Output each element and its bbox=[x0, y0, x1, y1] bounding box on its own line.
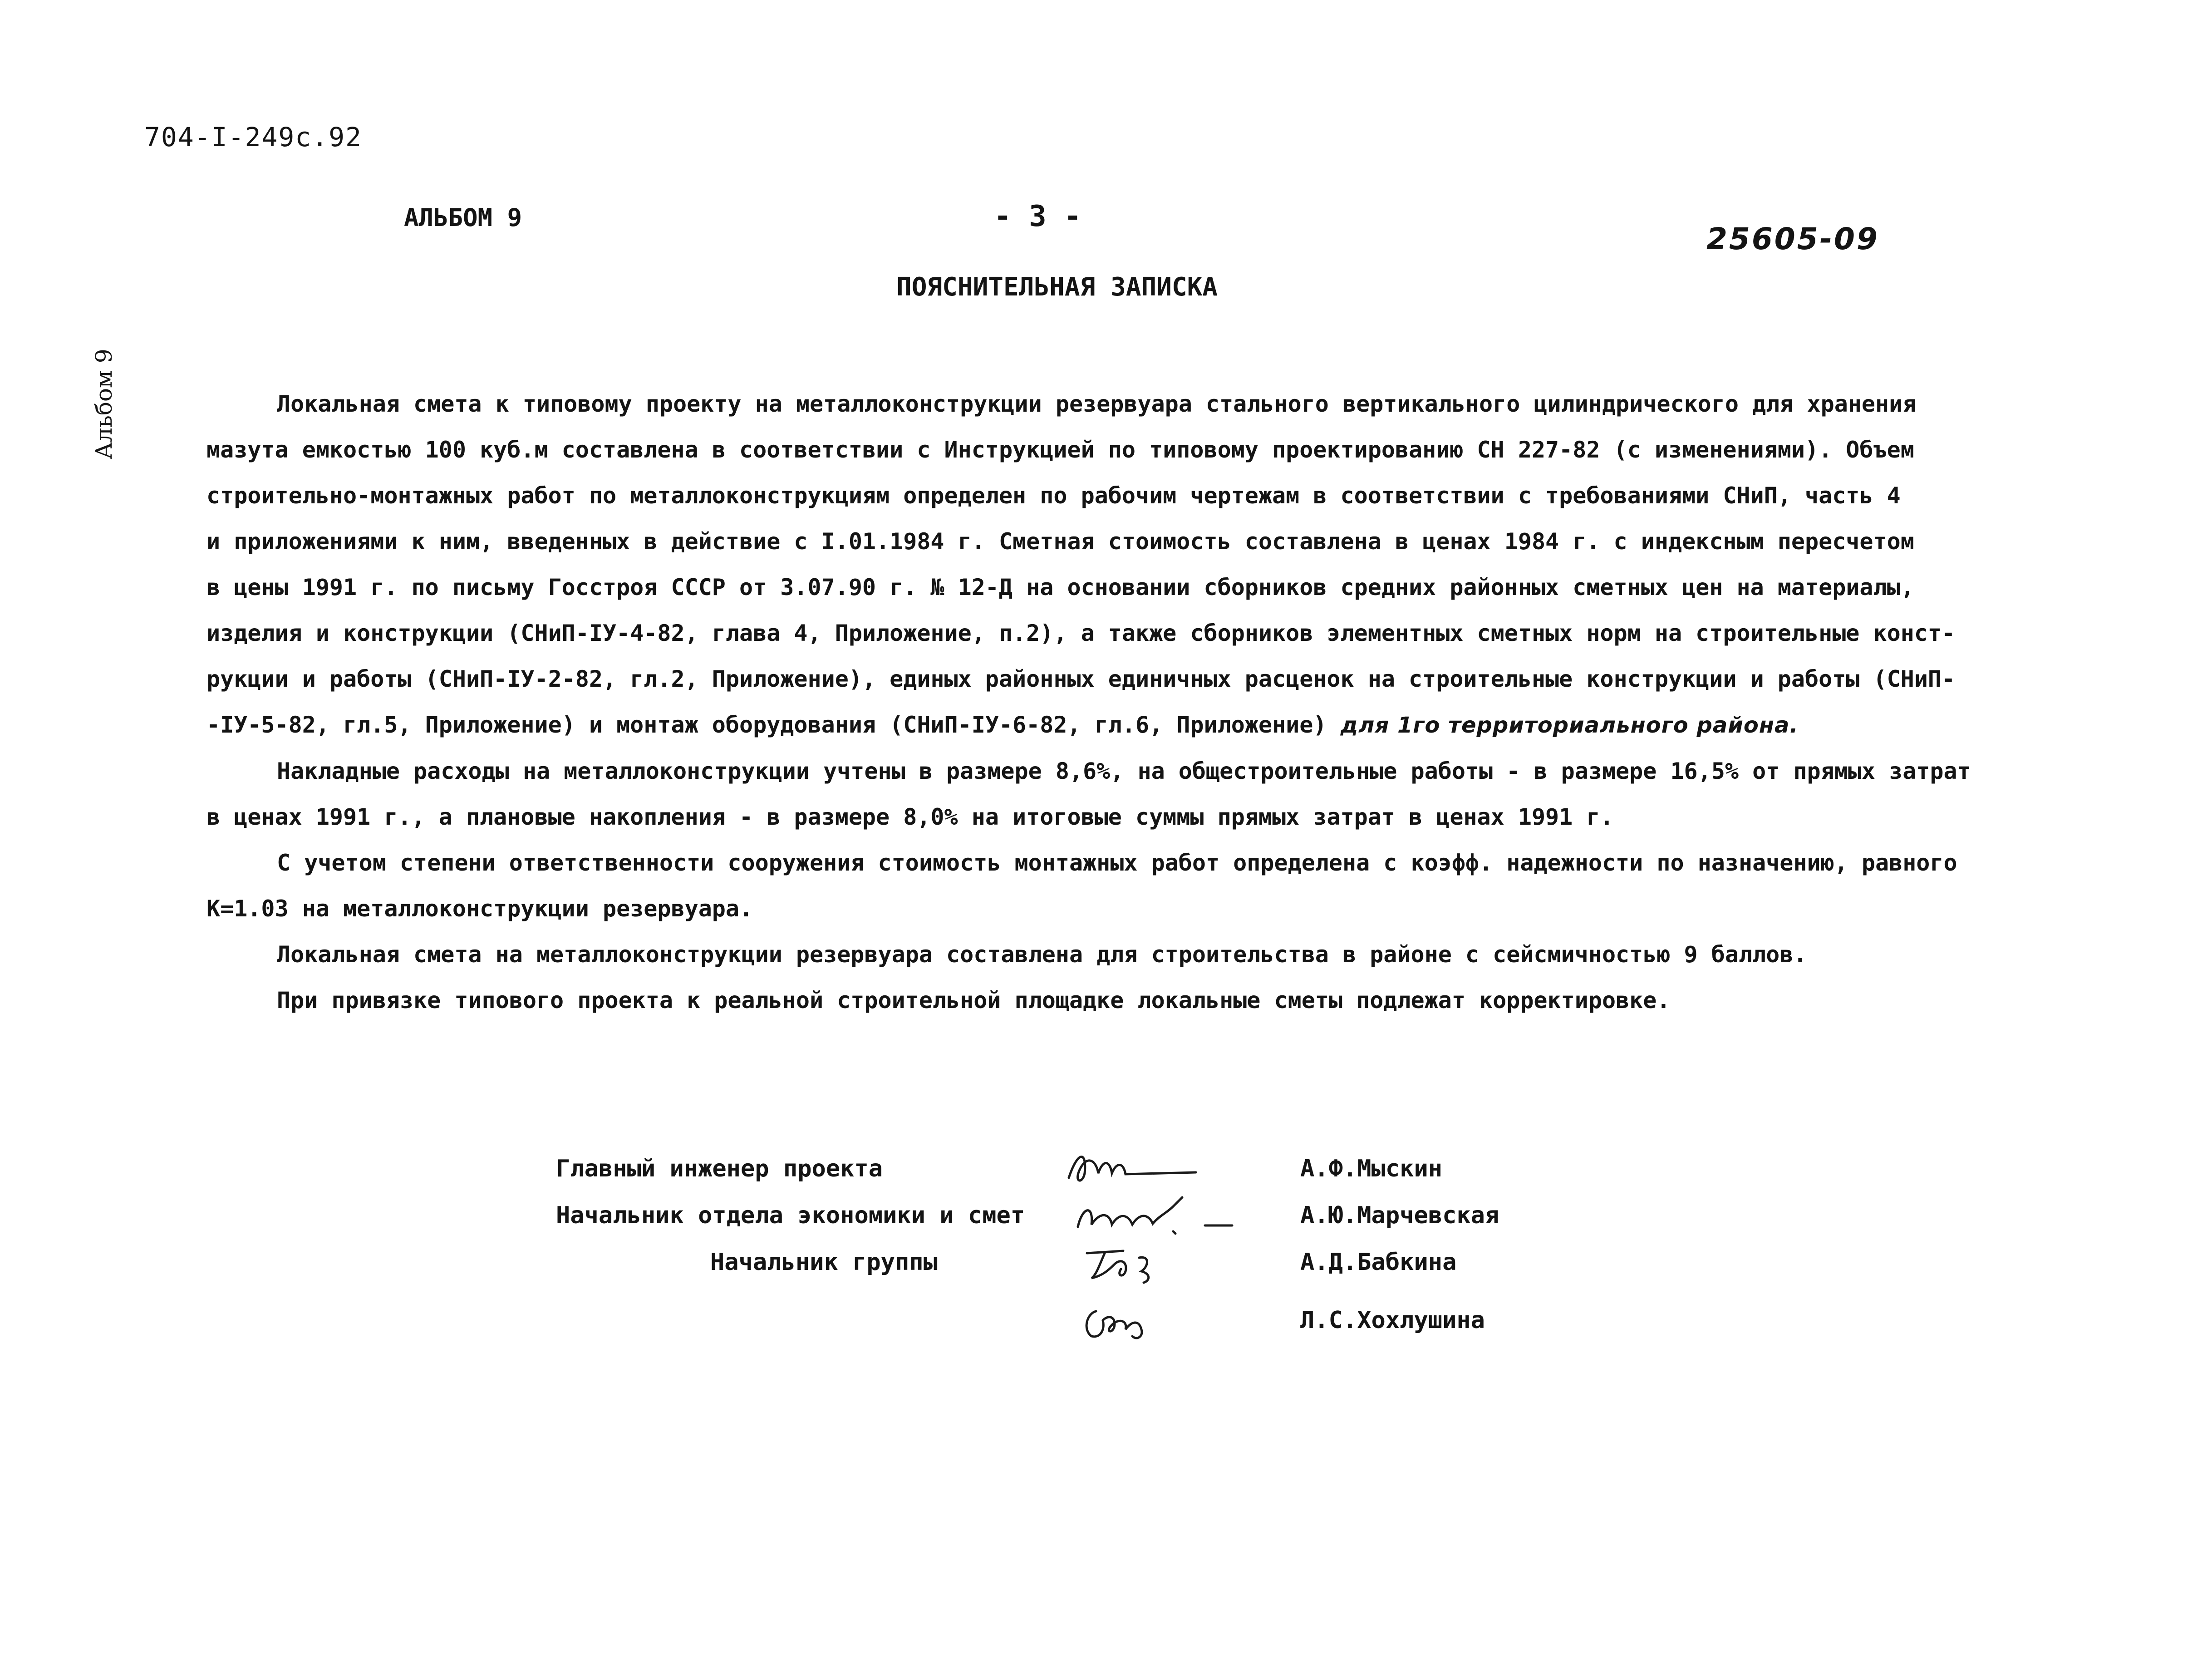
handwritten-signature-icon bbox=[1060, 1142, 1250, 1191]
paragraph-2 bbox=[206, 748, 2022, 840]
signature-role: Начальник группы bbox=[710, 1249, 938, 1276]
handwritten-code: 25605-09 bbox=[1706, 221, 1879, 256]
text-line: мазута емкостью 100 куб.м составлена в соответствии с Инструкцией по типовому проектированию СН 227-82 (с изменениями). Объем bbox=[206, 437, 1914, 463]
text-line: Локальная смета к типовому проекту на металлоконструкции резервуара стального вертикального цилиндрического для хранения bbox=[277, 391, 1917, 417]
text-line: С учетом степени ответственности сооружения стоимость монтажных работ определена с коэфф. надежности по назначению, равного bbox=[277, 850, 1957, 876]
signature-name: А.Ф.Мыскин bbox=[1300, 1155, 1443, 1182]
signature-row bbox=[556, 1249, 1645, 1295]
signature-name: Л.С.Хохлушина bbox=[1300, 1307, 1485, 1334]
text-line bbox=[206, 702, 2022, 748]
signature-name: А.Ю.Марчевская bbox=[1300, 1202, 1499, 1229]
handwritten-note: для 1го территориального района. bbox=[1340, 713, 1799, 738]
signature-role: Начальник отдела экономики и смет bbox=[556, 1202, 1025, 1229]
album-label: АЛЬБОМ 9 bbox=[404, 203, 522, 232]
handwritten-signature-icon bbox=[1060, 1188, 1250, 1238]
signature-role: Главный инженер проекта bbox=[556, 1155, 883, 1182]
text-line: Накладные расходы на металлоконструкции учтены в размере 8,6%, на общестроительные работы - в размере 16,5% от прямых затрат bbox=[277, 758, 1971, 784]
text-line: в цены 1991 г. по письму Госстроя СССР от 3.07.90 г. № 12-Д на основании сборников средних районных сметных цен на материалы, bbox=[206, 574, 1914, 600]
text-line: К=1.03 на металлоконструкции резервуара. bbox=[206, 896, 753, 922]
page-number: - 3 - bbox=[994, 200, 1081, 233]
paragraph-5 bbox=[206, 978, 2022, 1023]
explanatory-note-body bbox=[206, 381, 2022, 1023]
text-line: строительно-монтажных работ по металлоконструкциям определен по рабочим чертежам в соответствии с требованиями СНиП, часть 4 bbox=[206, 482, 1901, 509]
text-line: и приложениями к ним, введенных в действие с I.01.1984 г. Сметная стоимость составлена в ценах 1984 г. с индексным пересчетом bbox=[206, 528, 1914, 555]
paragraph-4 bbox=[206, 932, 2022, 978]
margin-album-label: Альбом 9 bbox=[91, 349, 117, 459]
signature-block bbox=[556, 1155, 1645, 1353]
signature-row bbox=[556, 1307, 1645, 1353]
signature-name: А.Д.Бабкина bbox=[1300, 1249, 1457, 1276]
paragraph-1 bbox=[206, 381, 2022, 748]
text-line-part: -IУ-5-82, гл.5, Приложение) и монтаж оборудования (СНиП-IУ-6-82, гл.6, Приложение) bbox=[206, 712, 1327, 738]
document-code: 704-I-249с.92 bbox=[144, 122, 362, 153]
text-line: в ценах 1991 г., а плановые накопления - в размере 8,0% на итоговые суммы прямых затрат в ценах 1991 г. bbox=[206, 804, 1614, 830]
section-title: ПОЯСНИТЕЛЬНАЯ ЗАПИСКА bbox=[896, 272, 1218, 302]
text-line: При привязке типового проекта к реальной строительной площадке локальные сметы подлежат корректировке. bbox=[277, 987, 1671, 1014]
text-line: Локальная смета на металлоконструкции резервуара составлена для строительства в районе с сейсмичностью 9 баллов. bbox=[277, 941, 1807, 968]
handwritten-signature-icon bbox=[1060, 1235, 1250, 1285]
text-line: изделия и конструкции (СНиП-IУ-4-82, глава 4, Приложение, п.2), а также сборников элементных сметных норм на строительные конст- bbox=[206, 620, 1956, 646]
text-line: рукции и работы (СНиП-IУ-2-82, гл.2, Приложение), единых районных единичных расценок на строительные конструкции и работы (СНиП- bbox=[206, 666, 1956, 692]
handwritten-signature-icon bbox=[1060, 1293, 1250, 1343]
paragraph-3 bbox=[206, 840, 2022, 932]
